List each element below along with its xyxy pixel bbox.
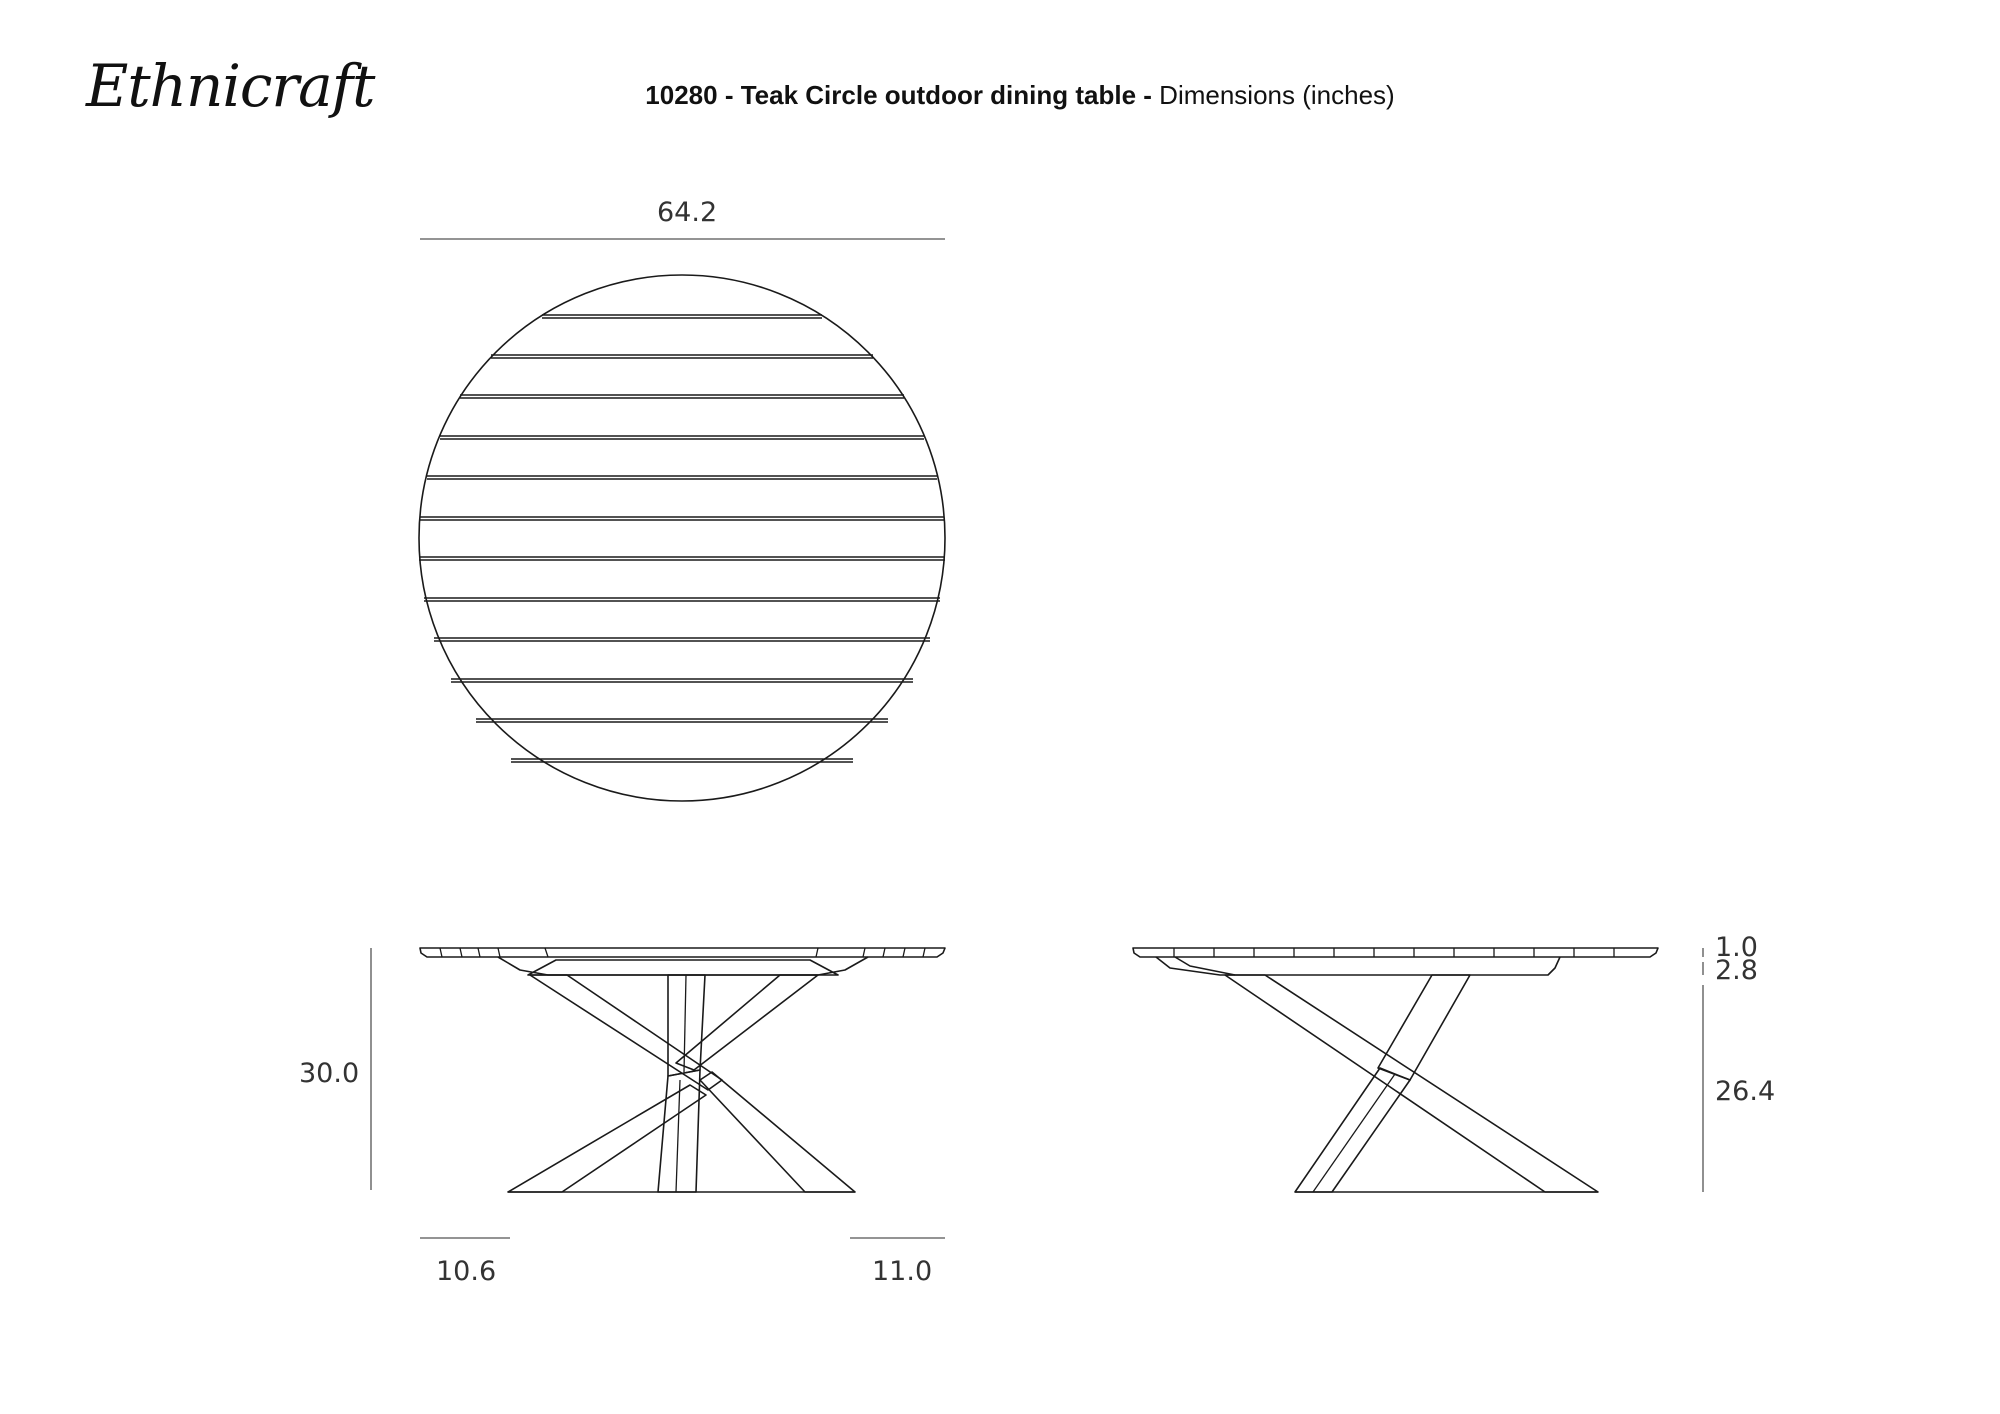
leg-side-diagonal-long <box>1225 975 1598 1192</box>
leg-side-lower <box>1295 1068 1410 1192</box>
table-top-slat-joints <box>440 948 925 957</box>
apron-inner <box>528 960 838 975</box>
table-top-slat-joints-side <box>1174 948 1614 957</box>
dim-total-height: 30.0 <box>299 1058 360 1089</box>
leg-left-diagonal <box>530 975 722 1090</box>
dim-left-overhang: 10.6 <box>436 1256 497 1287</box>
table-top-profile-side <box>1133 948 1658 957</box>
product-code: 10280 <box>645 80 718 110</box>
leg-right-diagonal-lower <box>700 1072 855 1192</box>
leg-right-diagonal <box>676 975 818 1070</box>
product-name: Teak Circle outdoor dining table <box>740 80 1137 110</box>
side-view <box>1133 948 1703 1192</box>
page-subtitle: Dimensions (inches) <box>1159 80 1395 110</box>
dim-right-overhang: 11.0 <box>872 1256 933 1287</box>
dim-leg-height: 26.4 <box>1715 1076 1776 1107</box>
leg-side-diagonal-short <box>1378 975 1470 1080</box>
apron-side <box>1156 957 1560 975</box>
dim-top-thickness: 1.0 <box>1715 932 1758 963</box>
front-view <box>371 948 945 1238</box>
leg-center-upper <box>668 975 705 1076</box>
dim-apron-height: 2.8 <box>1715 955 1758 986</box>
title-separator: - <box>1136 80 1160 110</box>
leg-center-lower <box>658 1070 700 1192</box>
title-separator: - <box>717 80 741 110</box>
table-top-slats <box>419 315 945 762</box>
top-view <box>419 239 945 801</box>
dim-top-diameter: 64.2 <box>657 197 718 228</box>
brand-logo: Ethnicraft <box>86 52 375 120</box>
